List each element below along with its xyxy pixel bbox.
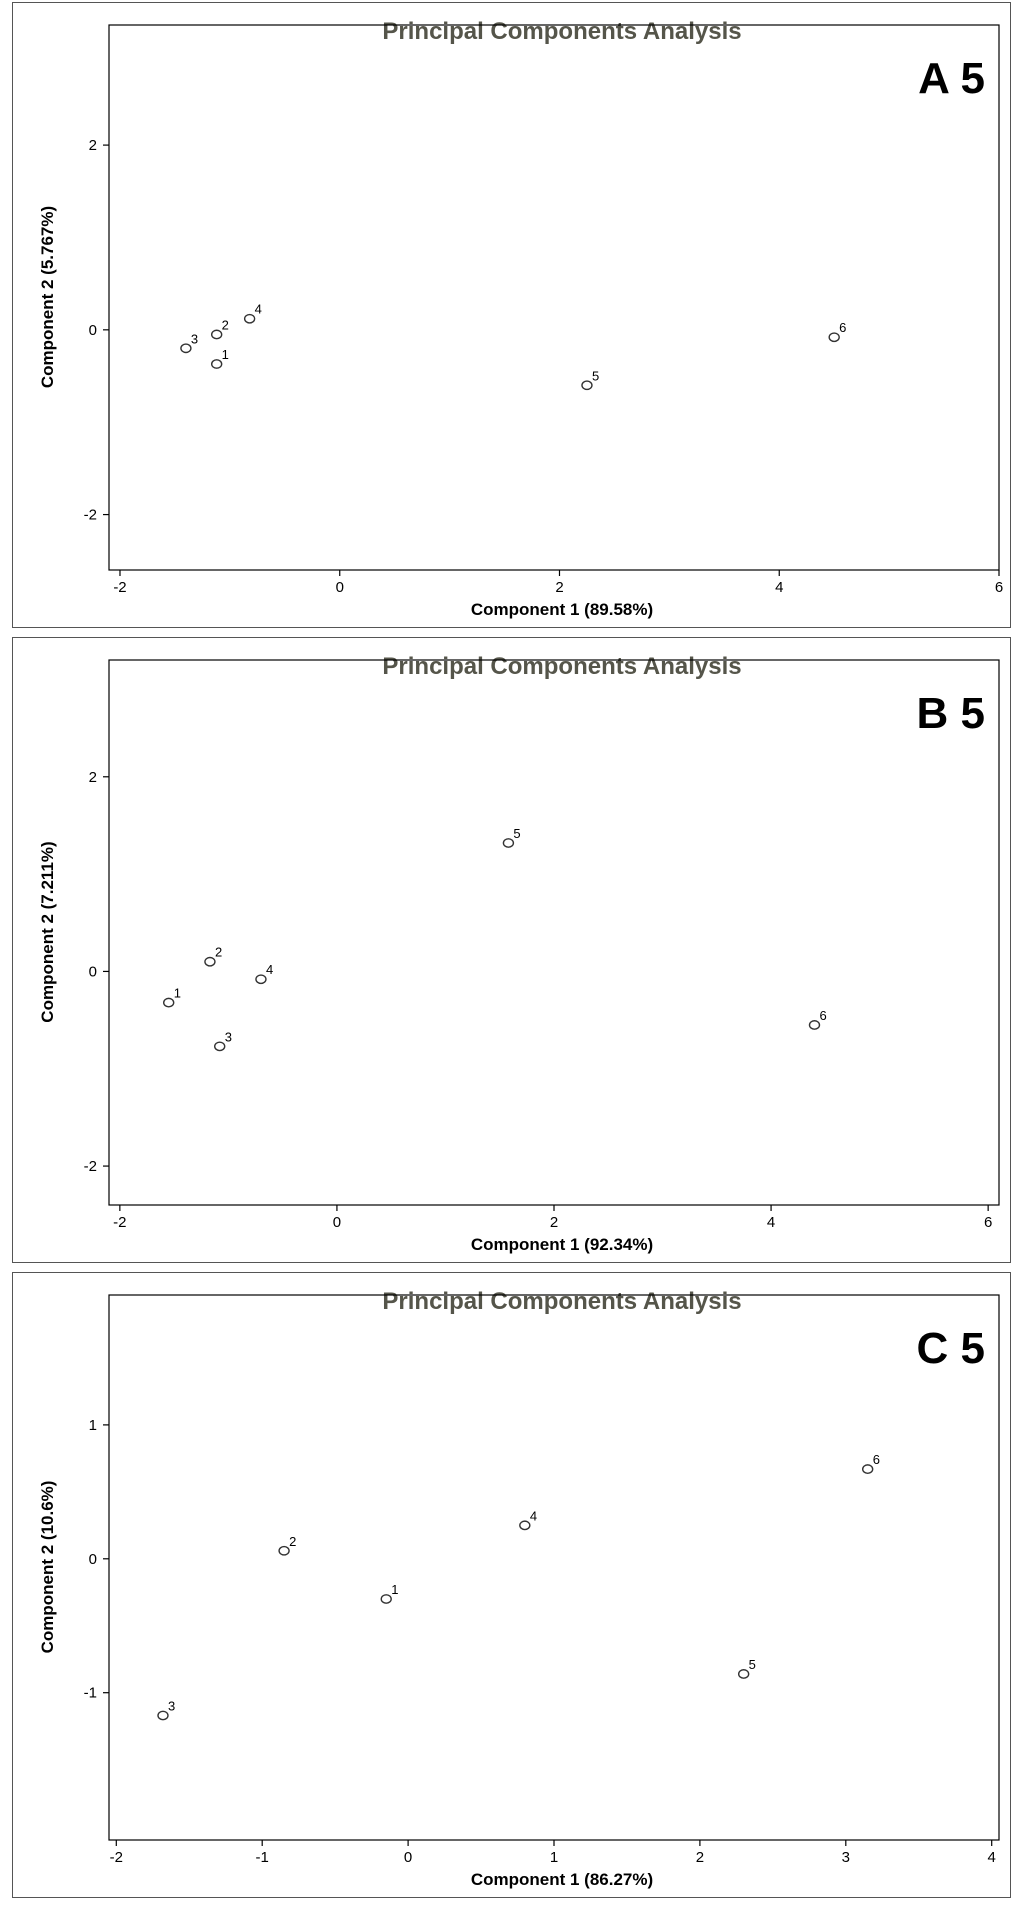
- data-point: [212, 360, 222, 368]
- chart-title: Principal Components Analysis: [382, 18, 742, 45]
- data-point: [863, 1465, 873, 1473]
- data-point: [256, 975, 266, 983]
- data-point-label: 1: [173, 985, 181, 1001]
- y-tick-label: 1: [88, 1416, 97, 1434]
- x-tick-label: 0: [335, 579, 344, 596]
- data-point: [520, 1521, 530, 1529]
- data-point-label: 5: [748, 1656, 756, 1672]
- x-tick-label: -1: [255, 1849, 269, 1866]
- data-point-label: 5: [591, 368, 600, 384]
- chart-title: Principal Components Analysis: [382, 653, 742, 680]
- data-point-label: 2: [289, 1533, 297, 1549]
- x-tick-label: 2: [555, 579, 564, 596]
- data-point-label: 1: [391, 1581, 399, 1597]
- x-tick-label: 6: [994, 579, 1004, 596]
- data-point: [181, 344, 191, 352]
- y-axis-label: Component 2 (10.6%): [38, 1480, 57, 1654]
- x-tick-label: 2: [695, 1849, 705, 1866]
- x-tick-label: -2: [113, 579, 127, 596]
- data-point-label: 2: [214, 944, 223, 960]
- data-point-label: 4: [529, 1508, 538, 1524]
- y-tick-label: 0: [88, 963, 97, 981]
- y-tick-label: 2: [88, 137, 97, 155]
- data-point: [245, 315, 255, 323]
- y-tick-label: 0: [88, 1550, 97, 1568]
- data-point-label: 5: [513, 825, 521, 841]
- data-point-label: 3: [167, 1698, 176, 1714]
- y-tick-label: 0: [88, 321, 97, 339]
- x-tick-label: 3: [841, 1849, 850, 1866]
- pca-chart-c: [13, 1273, 1012, 1899]
- data-point-label: 4: [254, 301, 262, 317]
- data-point: [205, 957, 215, 965]
- data-point: [164, 998, 174, 1006]
- x-tick-label: 4: [987, 1849, 996, 1866]
- pca-panel-b: [12, 637, 1011, 1263]
- data-point: [279, 1547, 289, 1555]
- data-point-label: 1: [221, 347, 229, 363]
- data-point-label: 3: [224, 1029, 232, 1045]
- data-point: [829, 333, 839, 341]
- data-point: [503, 839, 513, 847]
- x-tick-label: 6: [983, 1214, 993, 1231]
- plot-area: [109, 25, 999, 570]
- data-point: [739, 1670, 749, 1678]
- pca-panel-c: [12, 1272, 1011, 1898]
- data-point-label: 3: [190, 331, 199, 347]
- panel-tag: A 5: [918, 54, 985, 103]
- pca-chart-b: [13, 638, 1012, 1264]
- x-tick-label: 4: [766, 1214, 776, 1231]
- data-point-label: 6: [819, 1007, 827, 1023]
- panel-tag: C 5: [916, 1324, 985, 1373]
- plot-area: [109, 660, 999, 1205]
- x-tick-label: 0: [332, 1214, 342, 1231]
- y-tick-label: -2: [83, 506, 97, 524]
- x-tick-label: 4: [775, 579, 784, 596]
- x-tick-label: -2: [113, 1214, 127, 1231]
- data-point: [381, 1595, 391, 1603]
- y-tick-label: -1: [83, 1684, 97, 1702]
- y-tick-label: 2: [88, 768, 97, 786]
- chart-title: Principal Components Analysis: [382, 1288, 742, 1315]
- data-point-label: 6: [839, 320, 847, 336]
- data-point: [215, 1042, 225, 1050]
- x-axis-label: Component 1 (89.58%): [470, 600, 654, 619]
- x-axis-label: Component 1 (86.27%): [470, 1870, 654, 1889]
- data-point-label: 4: [265, 962, 274, 978]
- data-point: [582, 381, 592, 389]
- x-tick-label: -2: [109, 1849, 123, 1866]
- plot-area: [109, 1295, 999, 1840]
- y-tick-label: -2: [83, 1158, 97, 1176]
- pca-panel-a: [12, 2, 1011, 628]
- pca-chart-a: [13, 3, 1012, 629]
- data-point: [212, 330, 222, 338]
- x-tick-label: 0: [403, 1849, 413, 1866]
- data-point: [158, 1711, 168, 1719]
- x-axis-label: Component 1 (92.34%): [470, 1235, 654, 1254]
- x-tick-label: 1: [549, 1849, 559, 1866]
- panel-tag: B 5: [916, 689, 985, 738]
- data-point: [809, 1021, 819, 1029]
- x-tick-label: 2: [549, 1214, 559, 1231]
- y-axis-label: Component 2 (5.767%): [38, 205, 57, 389]
- data-point-label: 6: [872, 1452, 880, 1468]
- y-axis-label: Component 2 (7.211%): [38, 841, 57, 1023]
- data-point-label: 2: [221, 317, 229, 333]
